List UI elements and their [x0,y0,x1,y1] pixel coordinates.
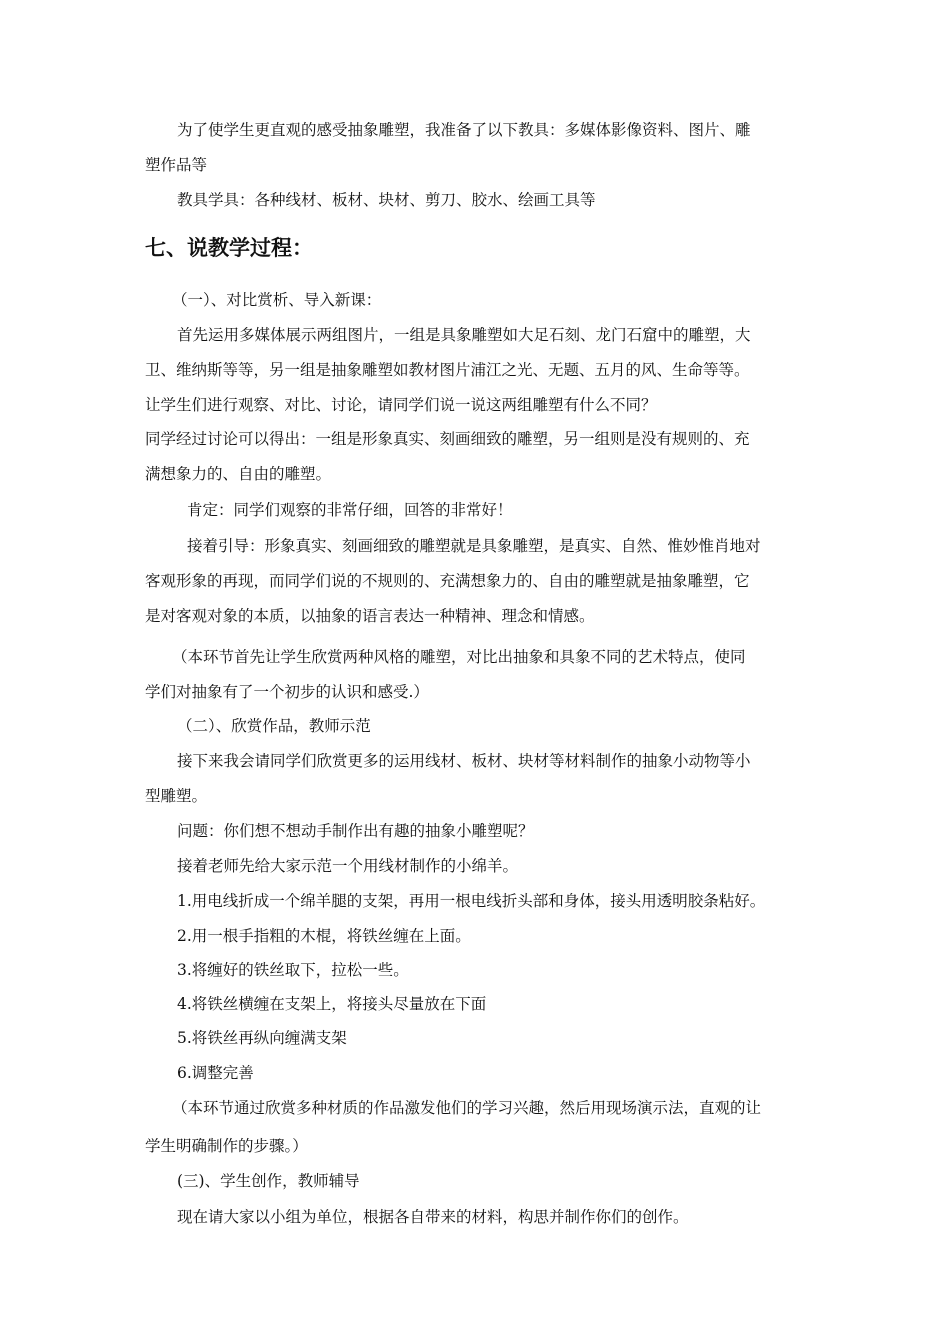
step-5: 5.将铁丝再纵向缠满支架 [177,1029,347,1047]
part1-note-line1: （本环节首先让学生欣赏两种风格的雕塑，对比出抽象和具象不同的艺术特点，使同 [172,648,746,666]
step-4: 4.将铁丝横缠在支架上，将接头尽量放在下面 [177,995,487,1013]
part1-para2-line2: 满想象力的、自由的雕塑。 [145,465,332,483]
part1-guide-line3: 是对客观对象的本质，以抽象的语言表达一种精神、理念和情感。 [145,607,595,625]
part2-para1-line1: 接下来我会请同学们欣赏更多的运用线材、板材、块材等材料制作的抽象小动物等小 [177,752,751,770]
step-1: 1.用电线折成一个绵羊腿的支架，再用一根电线折头部和身体，接头用透明胶条粘好。 [177,892,766,910]
step-6: 6.调整完善 [177,1064,254,1082]
part1-para1-line2: 卫、维纳斯等等，另一组是抽象雕塑如教材图片浦江之光、无题、五月的风、生命等等。 [145,361,750,379]
part2-heading: （二）、欣赏作品，教师示范 [177,717,371,735]
part2-demo: 接着老师先给大家示范一个用线材制作的小绵羊。 [177,857,519,875]
intro-line-2: 塑作品等 [145,156,208,174]
part2-note-line2: 学生明确制作的步骤。） [145,1137,308,1155]
part3-para1: 现在请大家以小组为单位，根据各自带来的材料，构思并制作你们的创作。 [177,1208,689,1226]
part1-guide-line2: 客观形象的再现，而同学们说的不规则的、充满想象力的、自由的雕塑就是抽象雕塑，它 [145,572,750,590]
part1-para2-line1: 同学经过讨论可以得出：一组是形象真实、刻画细致的雕塑，另一组则是没有规则的、充 [145,430,750,448]
part3-heading: (三)、学生创作，教师辅导 [177,1172,360,1190]
part1-para1-line3: 让学生们进行观察、对比、讨论，请同学们说一说这两组雕塑有什么不同？ [145,396,657,414]
part1-note-line2: 学们对抽象有了一个初步的认识和感受.） [145,683,429,701]
part2-question: 问题：你们想不想动手制作出有趣的抽象小雕塑呢？ [177,822,534,840]
part1-para1-line1: 首先运用多媒体展示两组图片，一组是具象雕塑如大足石刻、龙门石窟中的雕塑，大 [177,326,751,344]
part1-heading: （一）、对比赏析、导入新课： [172,291,382,309]
step-3: 3.将缠好的铁丝取下，拉松一些。 [177,961,409,979]
section-title: 七、说教学过程： [145,236,313,260]
part2-note-line1: （本环节通过欣赏多种材质的作品激发他们的学习兴趣，然后用现场演示法，直观的让 [172,1099,762,1117]
intro-tools: 教具学具：各种线材、板材、块材、剪刀、胶水、绘画工具等 [177,191,596,209]
part2-para1-line2: 型雕塑。 [145,787,208,805]
step-2: 2.用一根手指粗的木棍，将铁丝缠在上面。 [177,927,471,945]
intro-line-1: 为了使学生更直观的感受抽象雕塑，我准备了以下教具：多媒体影像资料、图片、雕 [177,121,751,139]
part1-affirm: 肯定：同学们观察的非常仔细，回答的非常好！ [187,501,513,519]
part1-guide-line1: 接着引导：形象真实、刻画细致的雕塑就是具象雕塑，是真实、自然、惟妙惟肖地对 [187,537,761,555]
